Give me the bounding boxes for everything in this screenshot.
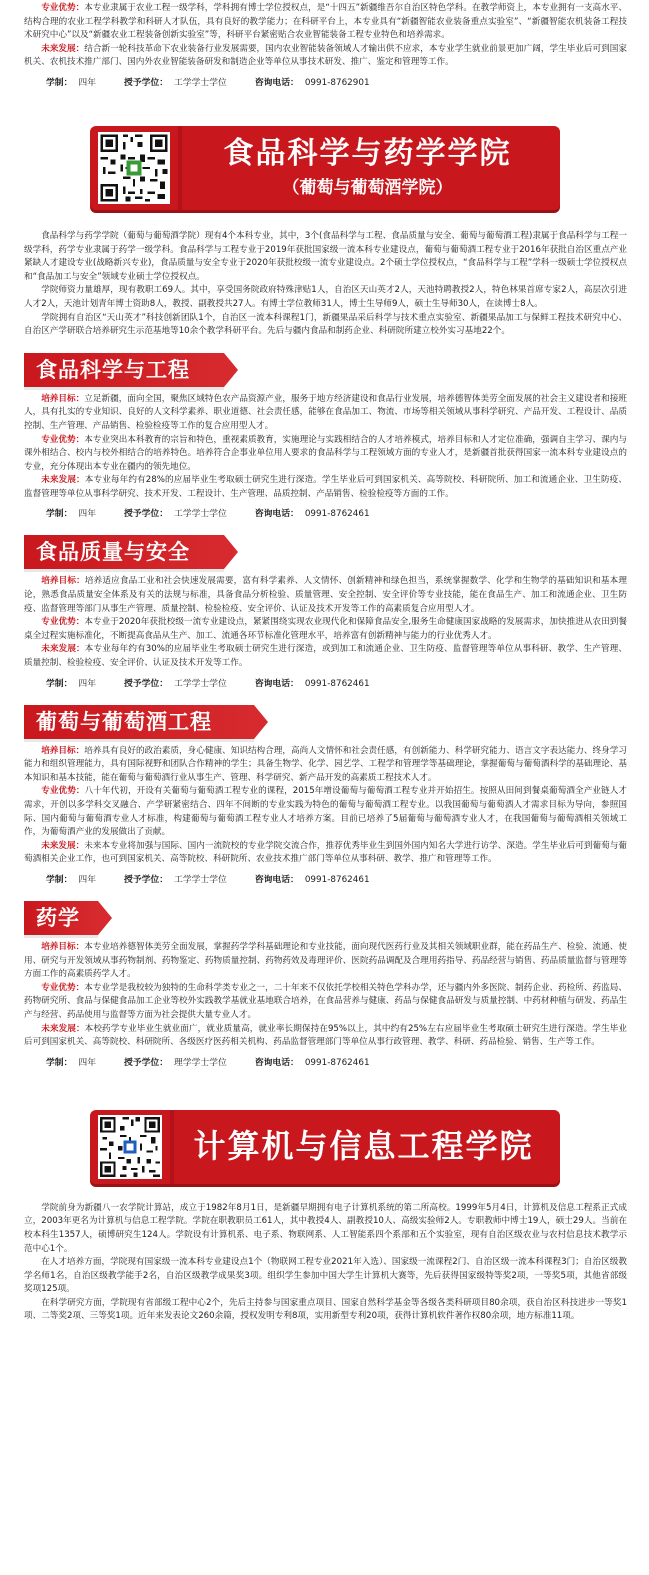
advantage-text: 本专业学是我校较为独特的生命科学类专业之一，二十年来不仅依托学校相关特色学科办学，还与疆内外多医院、制药企业、药检所、药监局、药物研究所、食品与保健食品加工企业等校外实践教学基就业基地联合培养，在食品营养与健康、药品与保健食品研发与质量控制、中药材种植与研发、药品生产与经营、药品使用与监督等方面为社会提供大量专业人才。 [24, 982, 627, 1020]
phone-key: 咨询电话： [254, 77, 299, 88]
major-body [0, 575, 649, 670]
duration-key: 学制： [46, 77, 73, 88]
future-label: 未来发展： [41, 840, 85, 851]
goal-label: 培养目标： [41, 576, 85, 587]
phone-value: 0991-8762461 [304, 509, 370, 520]
advantage-text: 本专业突出本科教育的宗旨和特色，重视素质教育，实施理论与实践相结合的人才培养模式，培养目标和人才定位准确，强调自主学习、课内与课外相结合、校内与校外相结合的培养特色。培养符合企事业单位用人要求的食品科学与工程领域方面的专业人才，是新疆首批获得国家一流本科专业建设点的专业，充分体现出本专业在疆内的领先地位。 [24, 434, 627, 472]
college-intro [0, 1202, 649, 1324]
future-label: 未来发展： [41, 644, 85, 655]
major-body [0, 745, 649, 867]
major-header-shadow [24, 739, 254, 742]
meta-row [0, 76, 649, 90]
advantage-text: 本专业于2020年获批校级一流专业建设点，紧紧围绕实现农业现代化和保障食品安全,服务生命健康国家战略的发展需求，加快推进从农田到餐桌全过程实施标准化，不断提高食品从生产、加工、流通各环节标准化管理水平，培养富有创新精神与能力的行业优秀人才。 [24, 617, 627, 641]
goal-text: 培养适应食品工业和社会快速发展需要，富有科学素养、人文情怀、创新精神和绿色担当，系统掌握数学、化学和生物学的基础知识和基本理论，熟悉食品质量安全体系及有关的法规与标准，具备食品分析检验、质量管理、安全控制、安全评价等专业技能，能在食品生产、加工和流通企业、卫生防疫、监督管理等部门从事生产管理、质量控制、检验检疫、安全评价、认证及技术开发等工作的高素质复合应用型人才。 [24, 576, 627, 614]
future-label: 未来发展： [41, 475, 85, 486]
phone-value: 0991-8762461 [304, 1057, 370, 1068]
major-header [24, 353, 234, 387]
degree-key: 授予学位： [124, 678, 169, 689]
phone-key: 咨询电话： [254, 678, 299, 689]
degree-value: 理学学士学位 [174, 1057, 227, 1068]
duration-value: 四年 [78, 874, 97, 885]
major-title: 药学 [24, 901, 98, 935]
phone-value: 0991-8762461 [304, 874, 370, 885]
goal-text: 本专业培养德智体美劳全面发展，掌握药学学科基础理论和专业技能，面向现代医药行业及其相关领域职业群，能在药品生产、检验、流通、使用、研究与开发领域从事药物制剂、药物鉴定、药物质量控制、药物药效及毒理评价、医院药品调配及合理用药指导、药品经营与销售、药品质量监督与管理等方面工作的高素质药学人才。 [24, 941, 627, 980]
advantage-text: 本专业隶属于农业工程一级学科，学科拥有博士学位授权点，是“十四五”新疆维吾尔自治区特色学科。在教学师资上，本专业拥有一支高水平、结构合理的农业工程学科教学和科研人才队伍，具有良好的教学能力；在科研平台上，本专业具有“新疆智能农业装备重点实验室”、“新疆智能农机装备工程技术研究中心”以及“新疆农业工程装备创新实验室”等，科研平台紧密贴合农业智能装备工程专业特色和培养需求。 [24, 3, 627, 41]
goal-label: 培养目标： [41, 745, 85, 756]
phone-value: 0991-8762901 [304, 77, 370, 88]
intro-paragraph: 学院拥有自治区“天山英才”科技创新团队1个，自治区一流本科课程1门，新疆果品采后科学与技术重点实验室、新疆果品加工与保鲜工程技术研究中心、自治区产学研联合培养研究生示范基地等10余个教学科研平台。先后与疆内食品和制药企业、科研院所建立校外实习基地22个。 [24, 312, 627, 337]
major-header [24, 535, 234, 569]
advantage-label: 专业优势： [41, 3, 85, 13]
goal-label: 培养目标： [41, 941, 85, 952]
degree-key: 授予学位： [124, 77, 169, 88]
major-title: 食品质量与安全 [24, 535, 224, 569]
meta-row [0, 873, 649, 887]
advantage-text: 八十年代初，开设有关葡萄与葡萄酒工程专业的课程，2015年增设葡萄与葡萄酒工程专业并开始招生。按照从田间到餐桌葡萄酒全产业链人才需求，开创以多学科交叉融合、产学研紧密结合、四年不间断的专业实践为特色的葡萄与葡萄酒工程专业。以我国葡萄与葡萄酒人才需求目标为导向，参照国际、国内葡萄与葡萄酒专业人才标准，构建葡萄与葡萄酒工程专业人才培养方案。目前已培养了5届葡萄与葡萄酒专业人才，在我国葡萄与葡萄酒相关领域工作，为葡萄酒产业的发展做出了贡献。 [24, 786, 627, 838]
major-header-shadow [24, 387, 224, 390]
phone-value: 0991-8762461 [304, 678, 370, 689]
duration-key: 学制： [46, 509, 73, 520]
future-text: 本专业每年约有28%的应届毕业生考取硕士研究生进行深造。学生毕业后可到国家机关、高等院校、科研院所、加工和流通企业、卫生防疫、监督管理等单位从事科学研究、技术开发、工程设计、生产管理、品质控制、产品销售、检验检疫等方面的工作。 [24, 475, 627, 499]
banner-divider [170, 1110, 174, 1184]
degree-key: 授予学位： [124, 874, 169, 885]
future-text: 本专业每年约有30%的应届毕业生考取硕士研究生进行深造，或到加工和流通企业、卫生防疫、监督管理等单位从事科研、教学、生产管理、质量控制、检验检疫、安全评价、认证及技术开发等工作。 [24, 644, 627, 669]
major-header [24, 901, 108, 935]
meta-row [0, 677, 649, 691]
phone-key: 咨询电话： [254, 874, 299, 885]
degree-value: 工学学士学位 [174, 509, 227, 520]
duration-key: 学制： [46, 1057, 73, 1068]
degree-key: 授予学位： [124, 1057, 169, 1068]
college-banner-computer [90, 1110, 560, 1184]
intro-paragraph: 食品科学与药学学院（葡萄与葡萄酒学院）现有4个本科专业，其中，3个(食品科学与工程、食品质量与安全、葡萄与葡萄酒工程)隶属于食品科学与工程一级学科，药学专业隶属于药学一级学科。食品科学与工程专业于2019年获批国家级一流本科专业建设点，葡萄与葡萄酒工程专业于2016年获批自治区重点产业紧缺人才建设专业(战略新兴专业)，食品质量与安全专业于2020年获批校级一流专业建设点。2个硕士学位授权点，“食品科学与工程”学科一级硕士学位授权点和“食品加工与安全”领域专业硕士学位授权点。 [24, 230, 627, 282]
major-header [24, 705, 264, 739]
duration-key: 学制： [46, 874, 73, 885]
major-title: 食品科学与工程 [24, 353, 224, 387]
phone-key: 咨询电话： [254, 1057, 299, 1068]
advantage-label: 专业优势： [41, 786, 85, 797]
advantage-label: 专业优势： [41, 434, 85, 445]
banner-divider [178, 126, 182, 210]
college-intro [0, 230, 649, 339]
future-label: 未来发展： [41, 43, 85, 54]
goal-text: 培养具有良好的政治素质，身心健康、知识结构合理，高尚人文情怀和社会责任感，有创新能力、科学研究能力、语言文字表达能力、终身学习能力和组织管理能力，具有国际视野和团队合作精神的学生；具备生物学、化学、园艺学、工程学和管理学等基础理论，掌握葡萄与葡萄酒科学的基础理论、基本知识和基本技能，能在葡萄与葡萄酒行业从事生产、管理、科学研究、新产品开发的高素质工程技术人才。 [24, 745, 627, 783]
qr-code-icon [98, 1115, 162, 1179]
degree-value: 工学学士学位 [174, 678, 227, 689]
major-header-shadow [24, 569, 224, 572]
phone-key: 咨询电话： [254, 509, 299, 520]
college-subname: （葡萄与葡萄酒学院） [282, 177, 453, 198]
advantage-label: 专业优势： [41, 617, 85, 628]
college-banner-food [90, 126, 560, 210]
qr-code-icon [98, 132, 170, 204]
goal-label: 培养目标： [41, 393, 85, 404]
duration-value: 四年 [78, 77, 97, 88]
major-body [0, 941, 649, 1050]
future-text: 本校药学专业毕业生就业面广，就业质量高，就业率长期保持在95%以上，其中约有25%左右应届毕业生考取硕士研究生进行深造。学生毕业后可到国家机关、高等院校、科研院所、各级医疗医药相关机构、药品监督管理部门等单位从事行政管理、教学、科研、药品检验、销售、生产等工作。 [24, 1023, 627, 1048]
duration-value: 四年 [78, 509, 97, 520]
major-header-shadow [24, 935, 98, 938]
intro-paragraph: 学院师资力量雄厚，现有教职工69人。其中，享受国务院政府特殊津贴1人，自治区天山英才2人，天池特聘教授2人，特色林果首席专家2人，高层次引进人才2人，天池计划青年博士资助8人，教授、副教授共27人。有博士学位教师31人，博士生导师9人，硕士生导师30人，在读博士8人。 [24, 285, 627, 309]
intro-paragraph: 在科学研究方面，学院现有省部级工程中心2个，先后主持参与国家重点项目、国家自然科学基金等各级各类科研项目80余项，获自治区科技进步一等奖1项、二等奖2项、三等奖1项。近年来发表论文260余篇，授权发明专利8项，实用新型专利20项，获得计算机软件著作权80余项，地方标准11项。 [24, 1297, 627, 1322]
duration-value: 四年 [78, 1057, 97, 1068]
degree-value: 工学学士学位 [174, 77, 227, 88]
advantage-label: 专业优势： [41, 982, 85, 993]
future-label: 未来发展： [41, 1023, 85, 1034]
top-section [0, 0, 649, 70]
college-name: 计算机与信息工程学院 [193, 1126, 534, 1165]
future-text: 未来本专业将加强与国际、国内一流院校的专业学院交流合作，推荐优秀毕业生到国外国内知名大学进行访学、深造。学生毕业后可到葡萄与葡萄酒相关企业工作，也可到国家机关、高等院校、科研院所、农业技术推广部门等单位从事科研、教学、推广和管理等工作。 [24, 840, 627, 865]
duration-value: 四年 [78, 678, 97, 689]
major-body [0, 393, 649, 502]
degree-key: 授予学位： [124, 509, 169, 520]
meta-row [0, 1056, 649, 1070]
college-name: 食品科学与药学学院 [223, 135, 512, 171]
intro-paragraph: 在人才培养方面，学院现有国家级一流本科专业建设点1个（物联网工程专业2021年入选）、国家级一流课程2门、自治区级一流本科课程3门；自治区级教学名师1名，自治区级教学能手2名，自治区级教学成果奖3项。组织学生参加中国大学生计算机大赛等，先后获得国家级特等奖2项，一等奖5项，其他省部级奖项125项。 [24, 1257, 627, 1295]
major-title: 葡萄与葡萄酒工程 [24, 705, 254, 739]
meta-row [0, 507, 649, 521]
future-text: 结合新一轮科技革命下农业装备行业发展需要，国内农业智能装备领域人才输出供不应求，本专业学生就业前景更加广阔，学生毕业后可到国家机关、农机技术推广部门、国内外农业智能装备研发和制造企业等单位从事技术研发、推广、鉴定和管理等工作。 [24, 43, 627, 68]
goal-text: 立足新疆，面向全国，聚焦区域特色农产品资源产业，服务于地方经济建设和食品行业发展，培养德智体美劳全面发展的社会主义建设者和接班人，具有扎实的专业知识、良好的人文科学素养、职业道德、社会责任感，能够在食品加工、物流、市场等相关领域从事科学研究、产品开发、工程设计、品质控制、生产管理、产品销售、检验检疫等工作的复合应用型人才。 [24, 393, 627, 431]
intro-paragraph: 学院前身为新疆八一农学院计算站，成立于1982年8月1日，是新疆早期拥有电子计算机系统的第二所高校。1999年5月4日，计算机及信息工程系正式成立，2003年更名为计算机与信息工程学院。学院在职教职员工61人，其中教授4人、副教授10人、高级实验师2人。专职教师中博士19人，硕士29人。当前在校本科生1357人，硕博研究生124人。学院设有计算机系、电子系、物联网系、人工智能系四个系部和五个实验室，现有自治区级农业与农村信息技术教学示范中心1个。 [24, 1202, 627, 1254]
degree-value: 工学学士学位 [174, 874, 227, 885]
duration-key: 学制： [46, 678, 73, 689]
